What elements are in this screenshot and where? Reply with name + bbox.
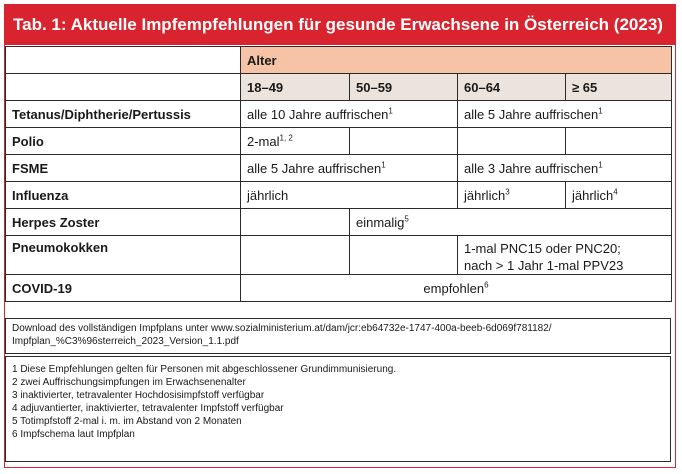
tdp-old-text: alle 5 Jahre auffrischen (464, 106, 599, 122)
alter-header: Alter (241, 47, 672, 74)
polio-text: 2-mal (247, 133, 280, 149)
vaccination-table (5, 46, 672, 302)
pneumo-line-1: 1-mal PNC15 oder PNC20; (464, 241, 621, 256)
footnote-ref: 5 (404, 214, 409, 224)
tdp-young-cell (241, 101, 458, 128)
download-line-1: Download des vollständigen Impfplans unter www.sozialministerium.at/dam/jcr:eb64732e-1747-400a-beeb-6d069f781182/ (12, 323, 552, 334)
tdp-old-cell (458, 101, 672, 128)
footnote-ref: 4 (613, 187, 618, 197)
footnote-4: 4 adjuvantierter, inaktivierter, tetravalenter Impfstoff verfügbar (12, 403, 284, 414)
influenza-65-text: jährlich (572, 187, 614, 203)
footnote-5: 5 Totimpfstoff 2-mal i. m. im Abstand von 2 Monaten (12, 416, 242, 427)
footnote-ref: 6 (484, 280, 489, 290)
footnote-ref: 1 (381, 160, 386, 170)
pneumo-line-2: nach > 1 Jahr 1-mal PPV23 (464, 258, 624, 273)
corner-cell (6, 47, 241, 74)
table-title: Tab. 1: Aktuelle Impfempfehlungen für gesunde Erwachsene in Österreich (2023) (5, 5, 675, 45)
empty-cell (350, 128, 458, 155)
row-label-herpes: Herpes Zoster (6, 209, 241, 236)
table-row (6, 182, 672, 209)
age-header-18-49: 18–49 (241, 74, 350, 101)
empty-cell (241, 209, 350, 236)
table-row (6, 155, 672, 182)
download-line-2: Impfplan_%C3%96sterreich_2023_Version_1.1.pdf (12, 336, 239, 347)
row-label-covid: COVID-19 (6, 275, 241, 302)
polio-cell (241, 128, 350, 155)
fsme-young-text: alle 5 Jahre auffrischen (247, 160, 382, 176)
footnote-ref: 1, 2 (279, 133, 293, 143)
row-label-polio: Polio (6, 128, 241, 155)
fsme-old-cell (458, 155, 672, 182)
row-label-pneumo: Pneumokokken (6, 236, 241, 275)
footnote-2: 2 zwei Auffrischungsimpfungen im Erwachsenenalter (12, 377, 246, 388)
fsme-young-cell (241, 155, 458, 182)
empty-cell (458, 128, 566, 155)
age-header-65plus: ≥ 65 (566, 74, 672, 101)
table-row (6, 275, 672, 302)
table-row (6, 128, 672, 155)
influenza-young-cell: jährlich (241, 182, 458, 209)
herpes-text: einmalig (356, 214, 405, 230)
table-row (6, 236, 672, 275)
covid-text: empfohlen (423, 280, 485, 296)
empty-cell (241, 236, 350, 275)
footnote-ref: 1 (388, 106, 393, 116)
age-header-60-64: 60–64 (458, 74, 566, 101)
corner-cell-2 (6, 74, 241, 101)
footnote-ref: 3 (505, 187, 510, 197)
footnote-6: 6 Impfschema laut Impfplan (12, 429, 135, 440)
age-header-50-59: 50–59 (350, 74, 458, 101)
covid-cell (241, 275, 672, 302)
table-row (6, 101, 672, 128)
footnote-3: 3 inaktivierter, tetravalenter Hochdosisimpfstoff verfügbar (12, 390, 265, 401)
table-row (6, 209, 672, 236)
footnotes (5, 356, 671, 462)
tdp-young-text: alle 10 Jahre auffrischen (247, 106, 389, 122)
pneumo-cell (458, 236, 672, 275)
row-label-fsme: FSME (6, 155, 241, 182)
download-note (5, 318, 671, 354)
influenza-60-64-cell (458, 182, 566, 209)
fsme-old-text: alle 3 Jahre auffrischen (464, 160, 599, 176)
footnote-ref: 1 (598, 160, 603, 170)
footnote-1: 1 Diese Empfehlungen gelten für Personen mit abgeschlossener Grundimmunisierung. (12, 364, 397, 375)
empty-cell (350, 236, 458, 275)
footnote-ref: 1 (598, 106, 603, 116)
row-label-influenza: Influenza (6, 182, 241, 209)
row-label-tdp: Tetanus/Diphtherie/Pertussis (6, 101, 241, 128)
influenza-65-cell (566, 182, 672, 209)
influenza-60-64-text: jährlich (464, 187, 506, 203)
empty-cell (566, 128, 672, 155)
herpes-cell (350, 209, 672, 236)
